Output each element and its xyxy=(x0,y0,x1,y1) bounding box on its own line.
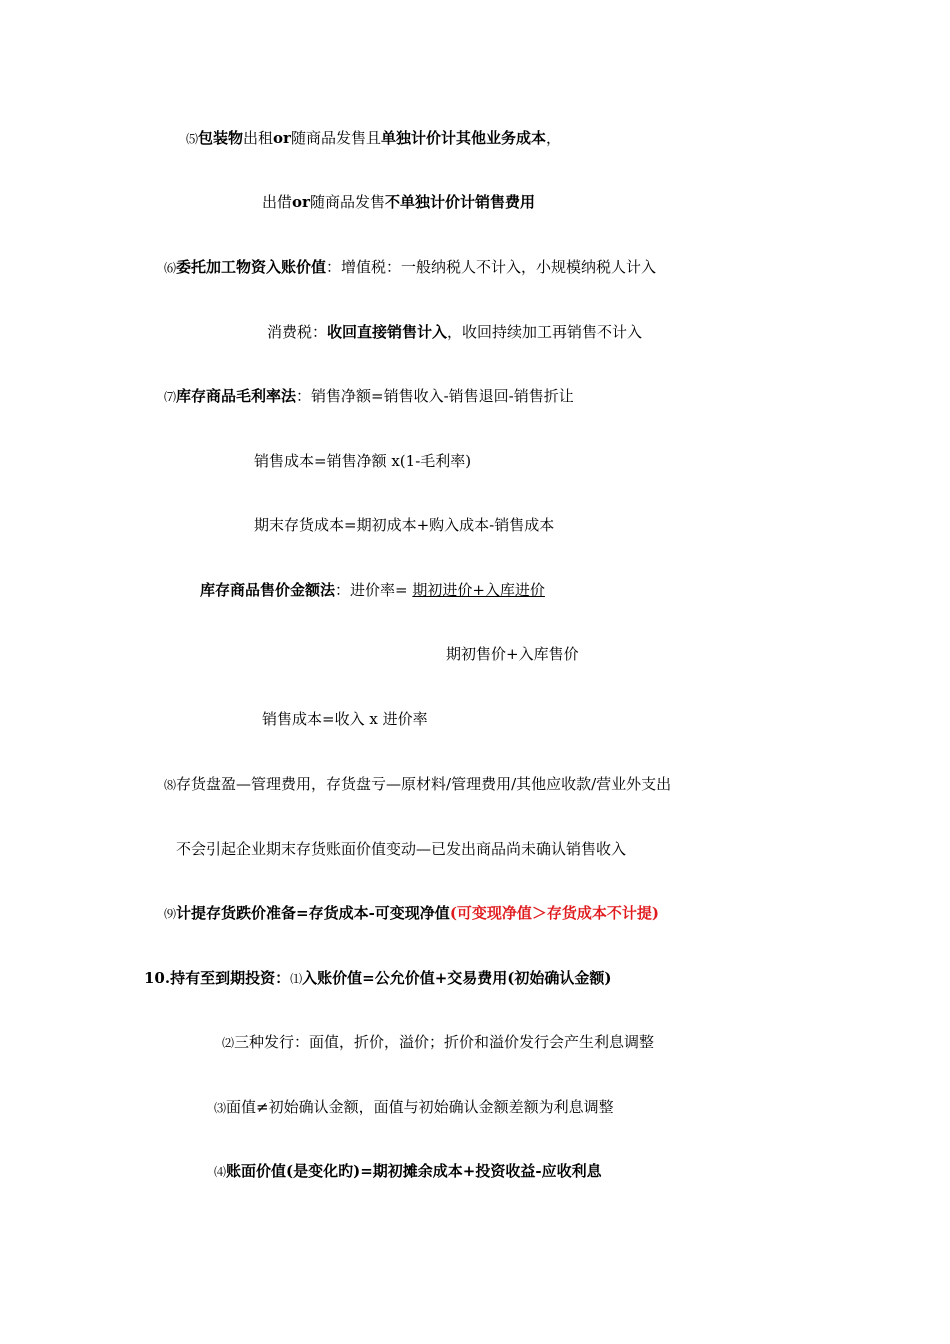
item-number: ⑺ xyxy=(164,390,177,404)
bold-term: 收回直接销售计入 xyxy=(327,323,448,341)
fraction-denominator: 期初售价+入库售价 xyxy=(446,645,579,663)
text-segment: ， xyxy=(546,129,562,147)
fraction-numerator: 期初进价+入库进价 xyxy=(412,581,545,599)
item-number: ⑼ xyxy=(164,907,177,921)
item-number: ⑻ xyxy=(164,778,177,792)
text-segment: 出借 xyxy=(262,193,293,211)
bold-term: or xyxy=(292,193,310,211)
item-number: ⑸ xyxy=(186,132,199,146)
item-number: ⑵ xyxy=(222,1036,235,1050)
text-segment: 存货盘盈—管理费用，存货盘亏—原材料/管理费用/其他应收款/营业外支出 xyxy=(176,775,672,793)
bold-term: or xyxy=(273,129,291,147)
item-number: ⑷ xyxy=(214,1165,227,1179)
item-8-line-2 xyxy=(176,839,626,859)
bold-term: 库存商品售价金额法 xyxy=(200,581,336,599)
text-segment: 消费税： xyxy=(267,323,328,341)
text-segment: ：进价率= xyxy=(335,581,413,599)
text-segment: 销售成本=收入 x 进价率 xyxy=(262,710,428,728)
bold-term: 入账价值=公允价值+交易费用(初始确认金额) xyxy=(302,969,612,987)
item-7-line-2 xyxy=(254,451,471,471)
bold-term: 不单独计价计销售费用 xyxy=(384,193,535,211)
item-number: ⑴ xyxy=(290,972,303,986)
item-7-line-1 xyxy=(164,386,574,406)
bold-term: 库存商品毛利率法 xyxy=(176,387,297,405)
bold-term: 包装物 xyxy=(198,129,244,147)
text-segment: 出租 xyxy=(243,129,274,147)
section-10-line-1 xyxy=(144,968,611,988)
item-9-line-1 xyxy=(164,903,659,923)
text-segment: 三种发行：面值，折价，溢价；折价和溢价发行会产生利息调整 xyxy=(234,1033,655,1051)
bold-term: 计提存货跌价准备=存货成本-可变现净值 xyxy=(176,904,450,922)
text-segment: 销售成本=销售净额 x(1-毛利率) xyxy=(254,452,472,470)
section-10-line-3 xyxy=(214,1097,614,1117)
item-number: ⑹ xyxy=(164,261,177,275)
item-7-line-3 xyxy=(254,515,554,535)
item-5-line-2 xyxy=(262,192,535,212)
item-8-line-1 xyxy=(164,774,671,794)
item-6-line-2 xyxy=(267,322,642,342)
section-10-line-2 xyxy=(222,1032,654,1052)
item-7-line-6 xyxy=(262,709,428,729)
text-segment: 不会引起企业期末存货账面价值变动—已发出商品尚未确认销售收入 xyxy=(176,840,627,858)
bold-term: 单独计价计其他业务成本 xyxy=(380,129,546,147)
text-segment: ，收回持续加工再销售不计入 xyxy=(447,323,643,341)
text-segment: 随商品发售 xyxy=(309,193,385,211)
text-segment: 期末存货成本=期初成本+购入成本-销售成本 xyxy=(254,516,555,534)
text-segment: ：增值税：一般纳税人不计入，小规模纳税人计入 xyxy=(326,258,657,276)
item-6-line-1 xyxy=(164,257,656,277)
bold-term: 委托加工物资入账价值 xyxy=(176,258,327,276)
item-7-line-4 xyxy=(200,580,545,600)
section-10-line-4 xyxy=(214,1161,602,1181)
item-7-line-5 xyxy=(446,644,579,664)
item-5-line-1 xyxy=(186,128,561,148)
section-heading: 10.持有至到期投资： xyxy=(144,969,291,987)
item-number: ⑶ xyxy=(214,1101,227,1115)
text-segment: 随商品发售且 xyxy=(290,129,381,147)
red-highlight: (可变现净值＞存货成本不计提) xyxy=(449,904,660,922)
text-segment: 面值≠初始确认金额，面值与初始确认金额差额为利息调整 xyxy=(226,1098,614,1116)
text-segment: ：销售净额=销售收入-销售退回-销售折让 xyxy=(296,387,574,405)
bold-term: 账面价值(是变化旳)=期初摊余成本+投资收益-应收利息 xyxy=(226,1162,602,1180)
